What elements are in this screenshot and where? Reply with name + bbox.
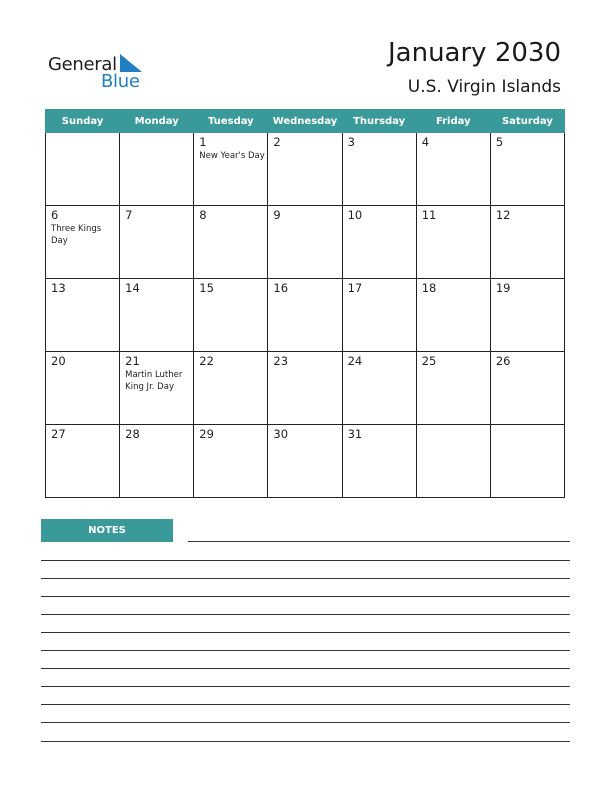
calendar-day-cell <box>342 352 416 425</box>
notes-rule-line <box>41 578 570 579</box>
day-number: 31 <box>347 427 363 441</box>
day-number: 10 <box>347 208 363 222</box>
weekday-friday: Friday <box>416 110 490 133</box>
calendar-body <box>46 133 565 498</box>
weekday-monday: Monday <box>120 110 194 133</box>
day-number: 21 <box>125 354 140 368</box>
calendar-day-cell <box>490 279 564 352</box>
calendar-day-cell <box>268 352 342 425</box>
brand-logo <box>48 52 158 92</box>
day-number: 6 <box>51 208 59 222</box>
calendar-day-cell <box>194 206 268 279</box>
day-number: 25 <box>421 354 437 368</box>
calendar-day-cell <box>342 425 416 498</box>
calendar-day-cell <box>120 206 194 279</box>
calendar-day-cell <box>268 425 342 498</box>
calendar-week-row <box>46 425 565 498</box>
calendar-day-cell <box>490 206 564 279</box>
notes-rule-line <box>41 596 570 597</box>
day-number: 26 <box>495 354 511 368</box>
calendar-day-cell <box>120 352 194 425</box>
day-number: 3 <box>347 135 355 149</box>
notes-rule-line <box>41 741 570 742</box>
notes-rule-line <box>41 686 570 687</box>
calendar-day-cell <box>268 206 342 279</box>
notes-rule-line <box>41 632 570 633</box>
day-number: 24 <box>347 354 363 368</box>
calendar-week-row <box>46 352 565 425</box>
calendar-day-cell <box>120 425 194 498</box>
calendar-day-cell <box>194 279 268 352</box>
weekday-sunday: Sunday <box>46 110 120 133</box>
brand-word-general: General <box>48 54 117 75</box>
calendar-day-cell <box>194 133 268 206</box>
notes-rule-line <box>41 668 570 669</box>
calendar-day-cell <box>268 133 342 206</box>
day-number: 28 <box>125 427 140 441</box>
calendar-day-cell <box>342 279 416 352</box>
notes-rule-line <box>188 541 570 542</box>
day-number: 5 <box>495 135 504 149</box>
calendar-day-cell <box>120 133 194 206</box>
notes-rule-line <box>41 560 570 561</box>
day-number: 19 <box>495 281 511 295</box>
calendar-day-cell <box>416 352 490 425</box>
notes-rule-line <box>41 614 570 615</box>
calendar-week-row <box>46 133 565 206</box>
day-number: 4 <box>421 135 430 149</box>
day-number: 22 <box>199 354 214 368</box>
notes-rule-line <box>41 704 570 705</box>
calendar-day-cell <box>490 425 564 498</box>
day-number: 12 <box>495 208 511 222</box>
day-number: 11 <box>421 208 437 222</box>
holiday-label: Three Kings Day <box>51 224 102 246</box>
calendar-week-row <box>46 279 565 352</box>
calendar-day-cell <box>46 279 120 352</box>
calendar-day-cell <box>46 425 120 498</box>
day-number: 16 <box>273 281 289 295</box>
calendar-day-cell <box>194 425 268 498</box>
calendar-day-cell <box>46 352 120 425</box>
day-number: 9 <box>273 208 281 222</box>
day-number: 7 <box>125 208 133 222</box>
calendar-grid <box>45 109 565 498</box>
day-number: 18 <box>421 281 437 295</box>
holiday-label: New Year's Day <box>199 151 265 161</box>
page-subtitle: U.S. Virgin Islands <box>407 77 561 97</box>
calendar-day-cell <box>490 352 564 425</box>
weekday-saturday: Saturday <box>490 110 564 133</box>
weekday-wednesday: Wednesday <box>268 110 342 133</box>
calendar-day-cell <box>416 206 490 279</box>
brand-word-blue: Blue <box>101 71 140 92</box>
notes-rule-line <box>41 722 570 723</box>
calendar-day-cell <box>120 279 194 352</box>
calendar-day-cell <box>342 133 416 206</box>
weekday-thursday: Thursday <box>342 110 416 133</box>
day-number: 23 <box>273 354 289 368</box>
day-number: 14 <box>125 281 140 295</box>
calendar-day-cell <box>268 279 342 352</box>
day-number: 15 <box>199 281 214 295</box>
day-number: 27 <box>51 427 66 441</box>
calendar-day-cell <box>416 425 490 498</box>
day-number: 2 <box>273 135 281 149</box>
day-number: 17 <box>347 281 363 295</box>
day-number: 1 <box>199 135 207 149</box>
calendar-day-cell <box>46 133 120 206</box>
page-title: January 2030 <box>388 38 561 68</box>
day-number: 20 <box>51 354 66 368</box>
calendar-day-cell <box>416 279 490 352</box>
brand-triangle-icon <box>120 54 142 72</box>
weekday-tuesday: Tuesday <box>194 110 268 133</box>
notes-label: NOTES <box>41 519 173 542</box>
calendar-day-cell <box>194 352 268 425</box>
calendar-day-cell <box>342 206 416 279</box>
day-number: 29 <box>199 427 214 441</box>
calendar-day-cell <box>416 133 490 206</box>
calendar-day-cell <box>490 133 564 206</box>
calendar-day-cell <box>46 206 120 279</box>
notes-rule-line <box>41 650 570 651</box>
holiday-label: Martin Luther King Jr. Day <box>125 370 183 392</box>
day-number: 30 <box>273 427 289 441</box>
day-number: 13 <box>51 281 66 295</box>
calendar-week-row <box>46 206 565 279</box>
weekday-header-row <box>46 110 565 133</box>
day-number: 8 <box>199 208 207 222</box>
